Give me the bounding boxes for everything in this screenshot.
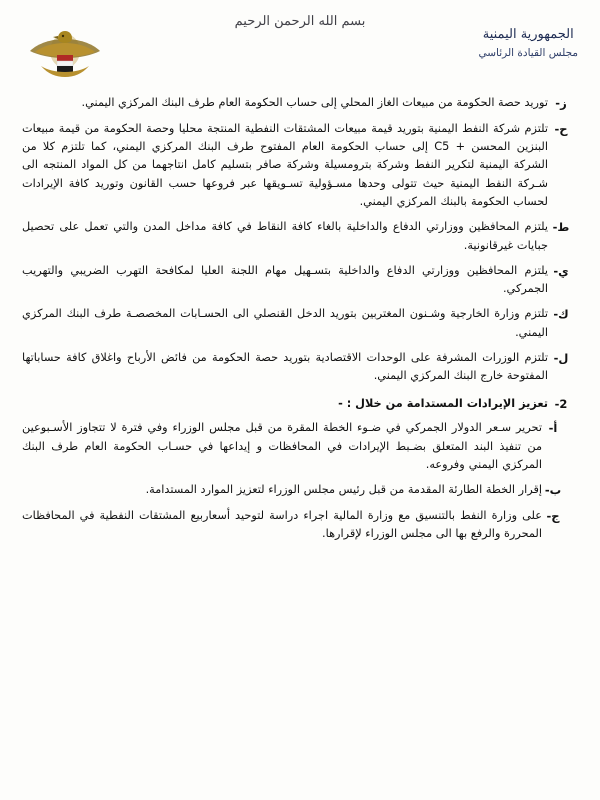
list-item-marker: أ- xyxy=(548,421,558,436)
list-item xyxy=(22,94,574,113)
section-title: تعزيز الإيرادات المستدامة من خلال : - xyxy=(338,396,548,410)
page-bottom-space xyxy=(22,551,574,561)
document-header xyxy=(0,0,600,92)
list-item xyxy=(22,349,574,386)
list-item-text: تحرير سـعر الدولار الجمركي في ضـوء الخطة المقرة من قبل مجلس الوزراء وفي فترة لا تتجاوز الأسـبوعين من تنفيذ البند المتعلق بضـبط الإيرادات في المحافظات و إيداعها في حسـاب الحكومة العام طرف البنك المركزي اليمني وفروعه. xyxy=(22,421,542,472)
sub-list xyxy=(22,419,574,543)
list-item-marker: ج- xyxy=(546,509,560,524)
list-item-marker: ح- xyxy=(554,121,568,136)
list-item xyxy=(22,120,574,211)
organization-subtitle: مجلس القيادة الرئاسي xyxy=(478,46,578,59)
list-item xyxy=(22,262,574,299)
list-item-marker: ب- xyxy=(544,483,562,498)
list-item-marker: ل- xyxy=(553,351,569,366)
section-heading xyxy=(22,395,574,414)
list-item-text: على وزارة النفط بالتنسيق مع وزارة المالية اجراء دراسة لتوحيد أسعاربيع المشتقات النفطية في المحافظات المحررة والرفع بها الى مجلس الوزراء لإقرارها. xyxy=(22,509,542,541)
list-item-text: تلتزم شركة النفط اليمنية بتوريد قيمة مبيعات المشتقات النفطية المنتجة محليا وحصة الحكومة من قيمة مبيعات البنزين المحسن + C5 إلى حساب الحكومة العام المفتوح طرف البنك المركزي اليمني، كما تلتزم كلا من الشركة اليمنية لتكرير النفط وشركة بترومسيلة وشركة صافر بتسليم كامل انتاجهما من كل المواد المنتجه الى شـركة النفط اليمنية حيث تتولى وحدها مسـؤولية تسـويقها عبر فروعها حسب القانون وتوريد كافة الإيرادات لحساب الحكومة بالبنك المركزي اليمني. xyxy=(22,121,548,208)
list-item xyxy=(22,507,574,544)
list-item xyxy=(22,305,574,342)
basmala-text: بسم الله الرحمن الرحيم xyxy=(234,14,366,29)
header-row xyxy=(22,25,578,79)
document-content xyxy=(0,92,600,561)
list-item-text: يلتزم المحافظين ووزارتي الدفاع والداخلية بالغاء كافة النقاط في كافة مداخل المدن والتي تعمل على تحصيل جبايات غيرقانونية. xyxy=(22,220,548,252)
list-item xyxy=(22,419,574,474)
section-marker: 2- xyxy=(554,396,568,411)
list-item xyxy=(22,481,574,500)
list-item-text: يلتزم المحافظين ووزارتي الدفاع والداخلية بتسـهيل مهام اللجنة العليا لمكافحة التهرب الضريبي والتهريب الجمركي. xyxy=(22,263,548,296)
organization-name: الجمهورية اليمنية xyxy=(482,27,574,42)
list-item xyxy=(22,218,574,255)
yemen-eagle-emblem-icon xyxy=(22,25,108,79)
list-item-marker: ط- xyxy=(552,220,570,235)
list-item-text: تلتزم وزارة الخارجية وشـنون المغتربين بتوريد الدخل القنصلي الى الحسـابات المخصصـة طرف البنك المركزي اليمني. xyxy=(22,307,548,339)
list-item-marker: ي- xyxy=(553,263,569,278)
list-item-marker: ز- xyxy=(555,96,567,110)
list-item-text: توريد حصة الحكومة من مبيعات الغاز المحلي إلى حساب الحكومة العام طرف البنك المركزي اليمني. xyxy=(81,96,548,109)
list-item-text: تلتزم الوزرات المشرفة على الوحدات الاقتصادية بتوريد حصة الحكومة من فائض الأرباح واغلاق كافة حساباتها المفتوحة خارج البنك المركزي اليمني. xyxy=(22,351,548,383)
list-item-marker: ك- xyxy=(553,307,569,322)
list-item-text: إقرار الخطة الطارئة المقدمة من قبل رئيس مجلس الوزراء لتعزيز الموارد المستدامة. xyxy=(145,483,542,497)
organization-block xyxy=(479,27,579,59)
